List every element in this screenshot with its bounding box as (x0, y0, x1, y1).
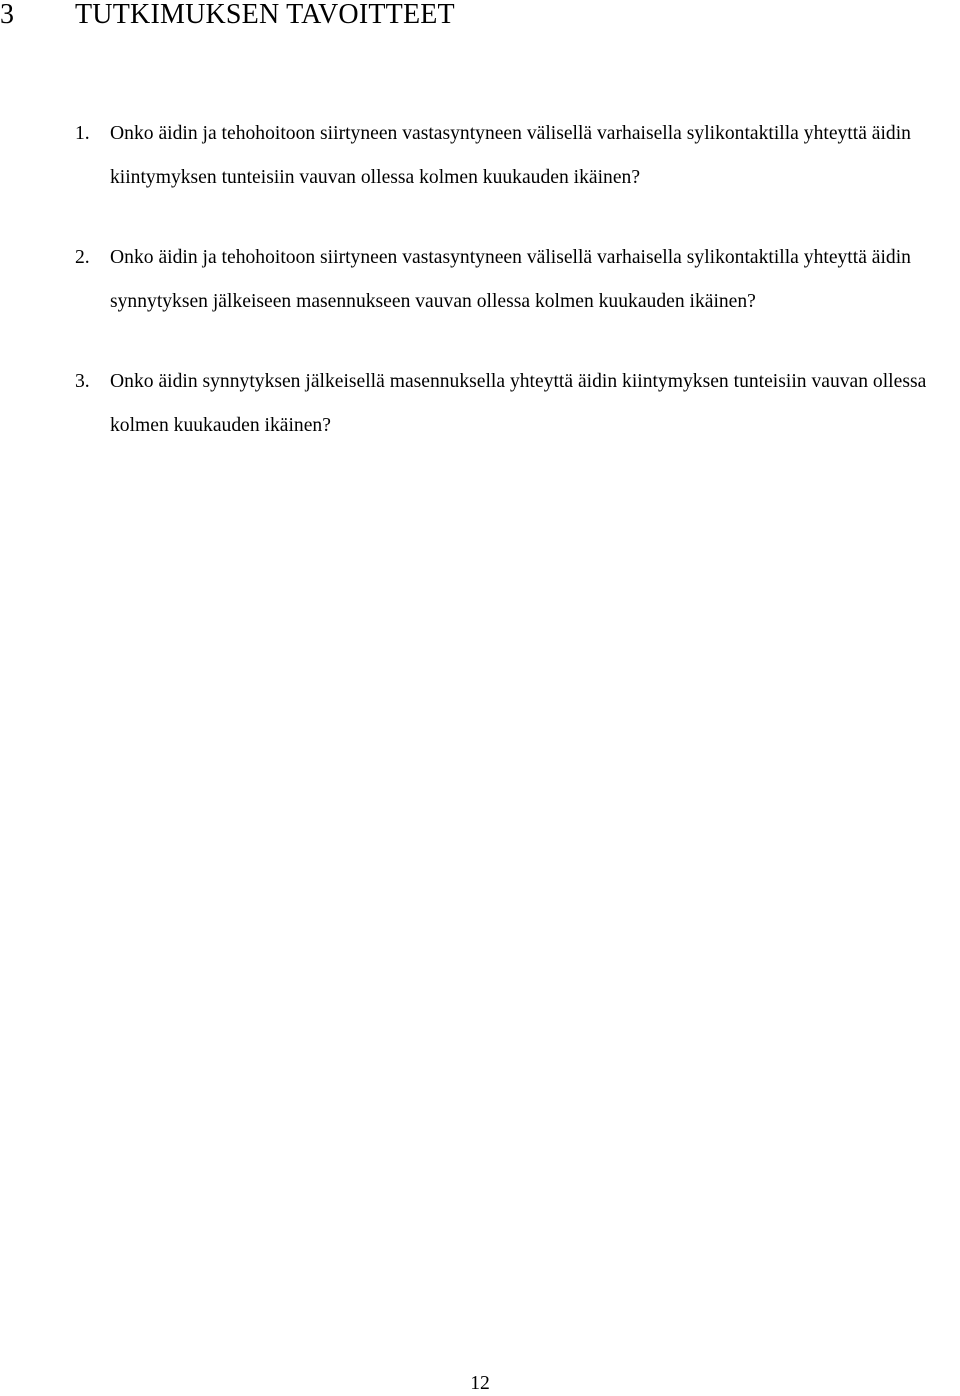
goal-text: Onko äidin ja tehohoitoon siirtyneen vastasyntyneen välisellä varhaisella sylikontaktilla yhteyttä äidin synnytyksen jälkeiseen masennukseen vauvan ollessa kolmen kuukauden ikäinen? (110, 247, 911, 312)
research-goal-1 (0, 112, 960, 200)
goal-marker: 2. (75, 247, 90, 268)
page-number: 12 (470, 1373, 490, 1394)
research-goal-3 (0, 360, 960, 448)
research-goal-2 (0, 236, 960, 324)
section-heading (0, 0, 455, 30)
goal-marker: 3. (75, 371, 90, 392)
goal-marker: 1. (75, 123, 90, 144)
section-title: TUTKIMUKSEN TAVOITTEET (75, 0, 455, 30)
goal-text: Onko äidin synnytyksen jälkeisellä masennuksella yhteyttä äidin kiintymyksen tunteisiin vauvan ollessa kolmen kuukauden ikäinen? (110, 371, 927, 436)
section-number: 3 (0, 0, 15, 30)
goal-text: Onko äidin ja tehohoitoon siirtyneen vastasyntyneen välisellä varhaisella sylikontaktilla yhteyttä äidin kiintymyksen tunteisiin vauvan ollessa kolmen kuukauden ikäinen? (110, 123, 911, 188)
research-goals-list (0, 112, 960, 484)
